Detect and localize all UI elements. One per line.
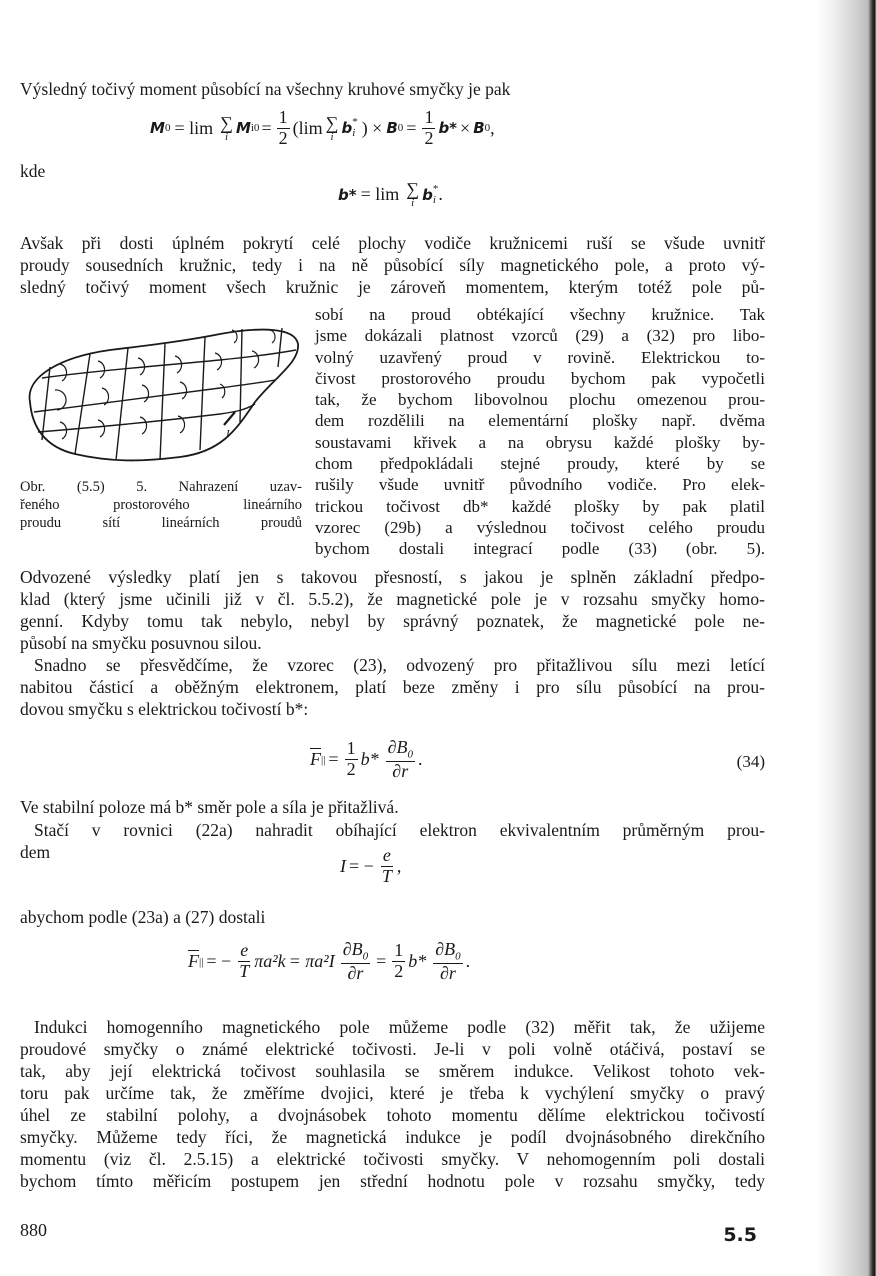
text-line: nabitou částicí a oběžným elektronem, platí beze změny i pro sílu působící na prou- [20,677,765,697]
eq-symbol: $\overline{F}$ [188,951,199,972]
eq-subscript: 0 [455,950,461,963]
eq-subscript: i [432,193,436,206]
intro-paragraph [20,78,765,100]
text-line: trickou točivost db* každé plošky by pak platil [315,496,765,516]
eq-symbol: B [386,119,398,138]
fraction [422,108,435,149]
eq-operator: ) × [361,117,383,138]
eq-operator: = [261,117,272,138]
text-line: Odvozené výsledky platí jen s takovou přesností, s jakou je splněn základní předpo- [20,567,765,587]
caption-line: Obr. (5.5) 5. Nahrazení uzav- [20,479,302,495]
text-line: úhel ze stabilní polohy, a dvojnásobek tohoto momentu dělíme elektrickou točivostí [20,1105,765,1125]
equation-force [188,940,470,983]
text-line: bychom tímto měřicím postupem jen střední hodnotu pole v rozsahu smyčky, tedy [20,1171,765,1191]
fraction [392,941,405,982]
text-line: Stačí v rovnici (22a) nahradit obíhající elektron ekvivalentním průměrným prou- [34,820,765,840]
text-line: proudy sousedních kružnic, tedy i na ně působící síly magnetického pole, a proto vý- [20,255,765,275]
numerator: 1 [394,940,404,961]
eq-symbol: b* [438,119,458,138]
eq-symbol: b [341,119,353,138]
paragraph-4 [20,796,765,818]
eq-operator: = lim [174,117,214,138]
text-line: smyčky. Můžeme tedy říci, že magnetická indukce je podíl dvojnásobného direkčního [20,1127,765,1147]
eq-symbol: b* [360,749,379,770]
text-line: abychom podle (23a) a (27) dostali [20,907,266,927]
eq-subscript: 0 [397,122,404,135]
denominator: 2 [278,127,288,148]
text-line: Avšak při dosti úplném pokrytí celé plochy vodiče kružnicemi ruší se všude uvnitř [20,233,765,253]
eq-operator: × [460,117,471,138]
text-line: kde [20,161,46,181]
eq-operator: = [406,117,417,138]
eq-punctuation: , [396,855,402,876]
section-number: 5.5 [723,1224,757,1246]
denominator: 2 [346,759,356,780]
paragraph-2 [20,566,765,654]
eq-supsub [352,117,358,139]
numerator: 1 [424,107,434,127]
eq-subscript: i0 [250,122,260,135]
numerator: ∂B [435,939,456,959]
eq-subscript: 0 [164,122,171,135]
text-line: sledný točivý moment všech kružnic je zároveň momentem, kterým totéž pole pů- [20,277,765,297]
caption-line: řeného prostorového lineárního [20,497,302,513]
text-line: proudové smyčky o známé elektrické točivosti. Je-li v poli volně otáčivá, postaví se [20,1039,765,1059]
eq-superscript: * [432,182,439,195]
text-line: volný uzavřený proud v rovině. Elektrickou to- [315,347,765,367]
eq-term: πa²k [254,951,286,972]
eq-symbol: b* [408,951,427,972]
page-edge-shadow [817,0,877,1276]
equation-current [340,846,401,887]
sum-symbol: ∑ i [406,179,420,209]
figure-current-mesh [20,322,305,472]
kde-label [20,160,765,182]
text-line: sobí na proud obtékající všechny kružnice. Tak [315,305,765,324]
denominator: 2 [424,127,434,148]
denominator: ∂r [347,962,364,983]
eq-symbol: I [340,855,346,876]
eq-operator: = [376,951,387,972]
paragraph-7 [20,1016,765,1192]
figure-caption [20,478,302,532]
eq-symbol: B [473,119,485,138]
equation-m0 [150,108,495,149]
fraction [277,108,290,149]
text-line: působí na smyčku posuvnou silou. [20,633,262,653]
fraction [380,846,394,887]
paragraph-6 [20,906,765,928]
equation-bstar [338,180,443,209]
eq-punctuation: . [438,184,443,204]
eq-operator: = lim [360,184,400,204]
text-line: Snadno se přesvědčíme, že vzorec (23), odvozený pro přitažlivou sílu mezi letící [34,655,765,675]
eq-symbol: M [150,119,165,138]
numerator: 1 [278,107,288,127]
eq-subscript: i [352,127,356,140]
text-line: Ve stabilní poloze má b* směr pole a síla je přitažlivá. [20,797,399,817]
paragraph-3 [20,654,765,720]
caption-line: proudu sítí lineárních proudů [20,515,302,531]
text-line: klad (který jsme učinili již v čl. 5.5.2), že magnetické pole je v rozsahu smyčky homo- [20,589,765,609]
eq-term: = πa²I [288,951,335,972]
fraction [345,739,358,780]
numerator: 1 [346,738,356,759]
eq-symbol: b* [338,185,357,204]
denominator: ∂r [392,760,409,781]
text-line: genní. Kdyby tomu tak nebylo, nebyl by správný poznatek, že magnetické pole ne- [20,611,765,631]
eq-operator: = − [206,951,232,972]
paragraph-1 [20,232,765,298]
partial-fraction [386,738,415,781]
text-line: dovou smyčku s elektrickou točivostí b*: [20,699,309,719]
text-line: rušily všude uvnitř původního vodiče. Pro elek- [315,475,765,495]
equation-34 [310,738,422,781]
text-line: dem [20,842,51,862]
eq-subscript: || [321,753,326,766]
eq-subscript: 0 [362,950,369,963]
text-line: jsme dokázali platnost vzorců (29) a (32) pro libo- [315,326,765,346]
numerator: e [240,940,249,961]
eq-operator: = − [349,855,374,876]
partial-fraction [341,940,370,983]
eq-punctuation: . [417,749,423,770]
denominator: 2 [394,961,404,982]
current-loop-mesh-diagram [20,322,305,472]
denominator: T [239,961,250,982]
partial-fraction [433,940,462,983]
text-line: dem rozdělili na elementární plošky např. dvěma [315,411,765,431]
text-line: čivost prostorového proudu bychom pak vypočetli [315,368,765,388]
eq-subscript: || [199,955,204,968]
denominator: T [381,865,392,886]
equation-number: (34) [736,752,765,771]
fraction [237,941,251,982]
eq-operator: = [328,749,339,770]
eq-superscript: * [352,116,358,129]
current-label: I [226,428,230,440]
sum-index: i [224,130,229,143]
text-line: momentu (viz čl. 2.5.15) a elektrické točivosti smyčky. V nehomogenním poli dostali [20,1149,765,1169]
sum-symbol: ∑ i [325,112,339,143]
eq-subscript: 0 [484,122,491,135]
sum-index: i [330,130,334,143]
text-line: Indukci homogenního magnetického pole můžeme podle (32) měřit tak, že užijeme [34,1017,765,1037]
text-line: soustavami křivek a na obrysu každé plošky by- [315,432,765,452]
numerator: ∂B [387,737,408,757]
eq-subscript: 0 [407,748,413,761]
denominator: ∂r [439,962,456,983]
numerator: ∂B [342,939,363,959]
sum-symbol: ∑ i [220,112,233,143]
page-number: 880 [20,1220,47,1240]
text-line: toru pak určíme tak, že změříme dvojici, které je třeba k vychýlení smyčky o pravý [20,1083,765,1103]
numerator: e [382,845,391,865]
sum-index: i [411,197,415,209]
text-line: bychom dostali integrací podle (33) (obr. 5). [315,539,765,559]
text-line: Výsledný točivý moment působící na všechny kruhové smyčky je pak [20,79,511,99]
eq-symbol: b [422,185,433,204]
eq-punctuation: , [490,117,495,138]
text-line: chom předpokládali stejné proudy, které by se [315,454,765,474]
eq-punctuation: . [465,951,471,972]
eq-symbol: M [235,119,251,138]
eq-operator: (lim [292,117,323,138]
text-line: vzorec (29b) a výslednou točivost celého proudu [315,517,765,537]
eq-symbol: $\overline{F}$ [310,749,321,770]
side-paragraph [315,304,765,560]
text-line: tak, že bychom libovolnou plochu omezenou prou- [315,390,765,410]
text-line: tak, aby její elektrická točivost souhlasila se směrem indukce. Velikost tohoto vek- [20,1061,765,1081]
